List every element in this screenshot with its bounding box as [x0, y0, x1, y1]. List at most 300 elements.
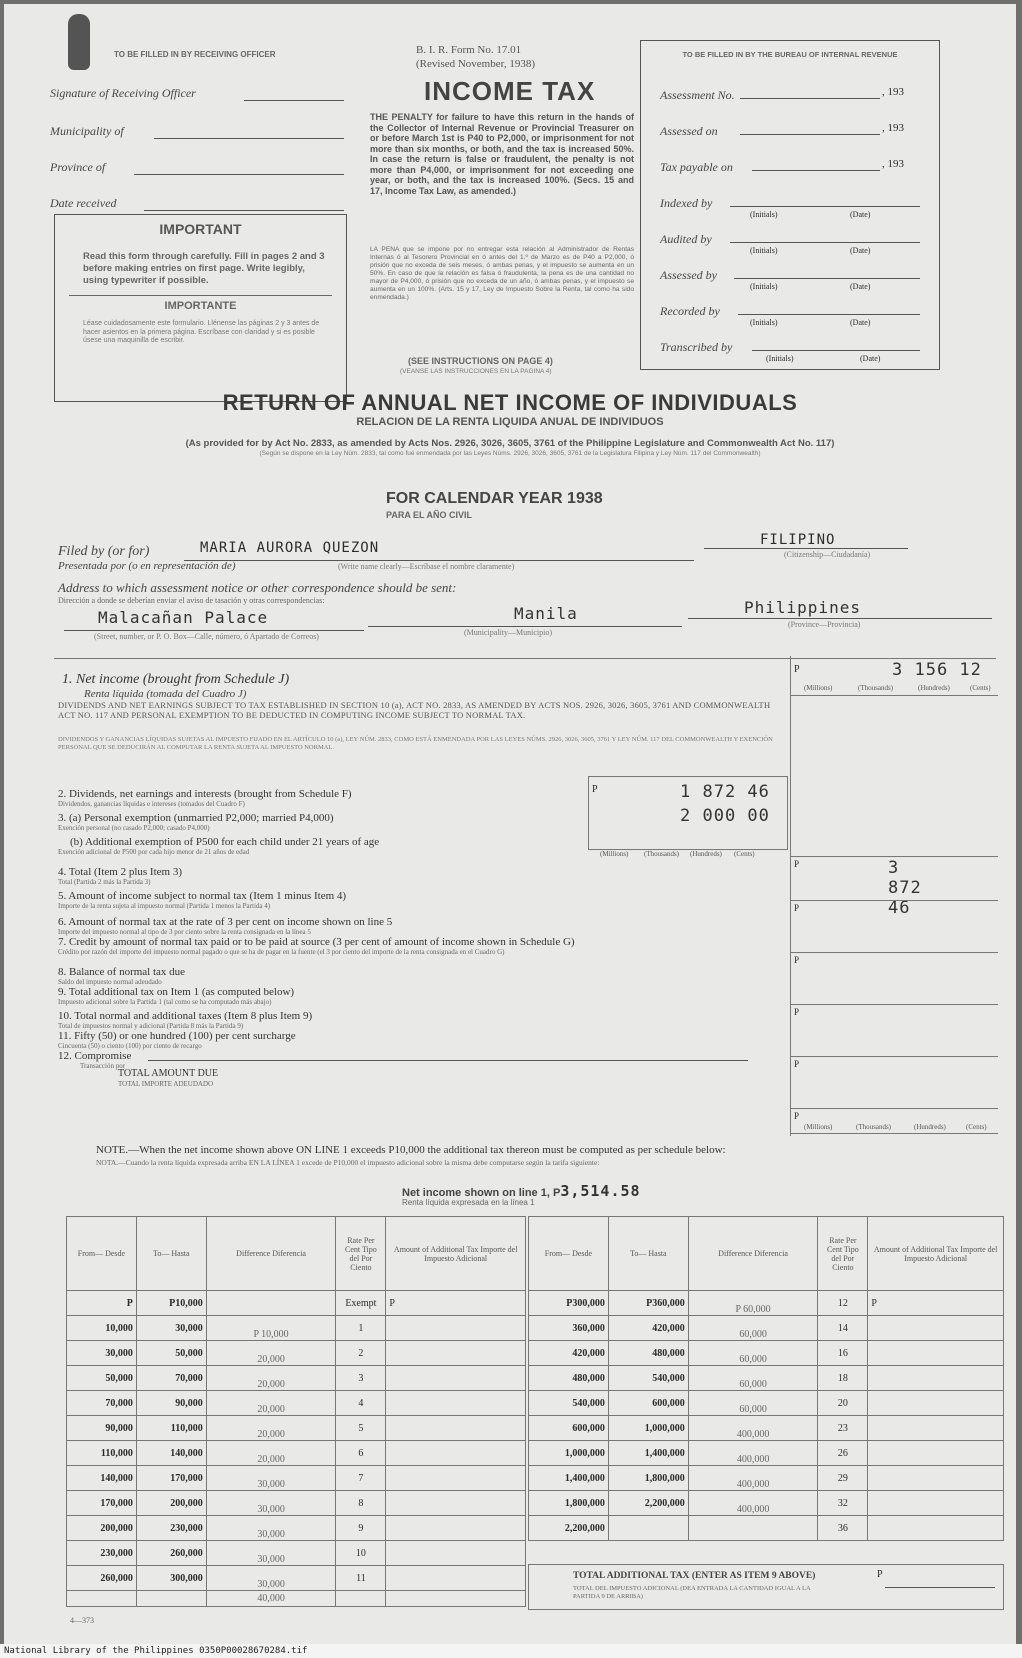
item-6: [58, 916, 788, 936]
filer-name-hint: (Write name clearly—Escríbase el nombre claramente): [338, 562, 515, 571]
left-rate-percent: 11: [336, 1566, 386, 1591]
line1-millions: (Millions): [804, 684, 833, 692]
municipality-value[interactable]: Manila: [514, 604, 578, 623]
rate-empty-cell: [136, 1591, 206, 1607]
right-rate-from: 1,400,000: [529, 1466, 609, 1491]
item-9: [58, 986, 788, 1010]
left-rate-diff: 30,000: [206, 1491, 336, 1516]
audited-by-label: Audited by: [660, 232, 712, 246]
item-8: [58, 966, 788, 986]
form-revised: (Revised November, 1938): [416, 58, 536, 70]
street-hint: (Street, number, or P. O. Box—Calle, número, ó Apartado de Correos): [94, 632, 319, 641]
item-6-label: 6. Amount of normal tax at the rate of 3 per cent on income shown on line 5: [58, 916, 393, 928]
item-4-label: 4. Total (Item 2 plus Item 3): [58, 866, 182, 878]
assessment-no-year: , 193: [882, 86, 904, 98]
address-label-es: Dirección a donde se deberían enviar el aviso de tasación y otras correspondencias:: [58, 596, 325, 605]
province-value[interactable]: Philippines: [744, 598, 861, 617]
item-3b: [58, 836, 788, 866]
importante-title: IMPORTANTE: [164, 300, 237, 312]
rate-table-right: [528, 1216, 1004, 1541]
note-text: NOTE.—When the net income shown above ON LINE 1 exceeds P10,000 the additional tax thereon must be computed as per schedule below:: [96, 1144, 726, 1156]
left-rate-percent: 3: [336, 1366, 386, 1391]
rate-row: [529, 1466, 1004, 1491]
rate-row: [67, 1516, 526, 1541]
filer-name-value[interactable]: MARIA AURORA QUEZON: [200, 540, 380, 556]
right-rate-amount[interactable]: [868, 1366, 1004, 1391]
left-rate-to: P10,000: [136, 1291, 206, 1316]
right-rate-diff: 400,000: [688, 1441, 818, 1466]
right-rate-amount[interactable]: P: [868, 1291, 1004, 1316]
provided-text-es: (Según se dispone en la Ley Núm. 2833, tal como fué enmendada por las Leyes Núms. 2926, 3026, 3605, 3761 de la Legislatura Filipina y Ley Núm. 117 del Commonwealth): [259, 450, 761, 457]
left-rate-to: 110,000: [136, 1416, 206, 1441]
right-rate-diff: P 60,000: [688, 1291, 818, 1316]
rate-empty-cell: [67, 1591, 137, 1607]
total-due: [58, 1068, 788, 1088]
rate-left-to-header: To— Hasta: [136, 1217, 206, 1291]
item-10: [58, 1010, 788, 1030]
left-rate-from: 230,000: [67, 1541, 137, 1566]
tax-payable-year: , 193: [882, 158, 904, 170]
left-rate-amount[interactable]: P: [386, 1291, 526, 1316]
right-rate-percent: 16: [818, 1341, 868, 1366]
left-rate-to: 200,000: [136, 1491, 206, 1516]
item-10-sub: Total de impuestos normal y adicional (Partida 8 más la Partida 9): [58, 1022, 244, 1030]
rate-table-right-body: [529, 1291, 1004, 1541]
right-rate-from: 1,800,000: [529, 1491, 609, 1516]
provided-text: (As provided for by Act No. 2833, as amended by Acts Nos. 2926, 3026, 3605, 3761 of the Philippine Legislature and Commonwealth Act No. 117): [185, 438, 835, 449]
left-rate-percent: 7: [336, 1466, 386, 1491]
indexed-by-line[interactable]: [730, 206, 920, 207]
assessed-on-year: , 193: [882, 122, 904, 134]
net-income-line-es: Renta líquida expresada en la línea 1: [402, 1198, 535, 1207]
thumb-smudge: [68, 14, 90, 70]
inner-hundreds: (Hundreds): [690, 850, 722, 858]
important-title: IMPORTANT: [159, 221, 242, 237]
right-rate-diff: [688, 1516, 818, 1541]
left-rate-from: 10,000: [67, 1316, 137, 1341]
total-additional-box: TOTAL ADDITIONAL TAX (ENTER AS ITEM 9 ABOVE) TOTAL DEL IMPUESTO ADICIONAL (DEA ENTRADA LA CANTIDAD IGUAL A LA PARTIDA 9 DE ARRIBA) P: [528, 1564, 1004, 1610]
left-rate-diff: [206, 1291, 336, 1316]
right-rate-from: 480,000: [529, 1366, 609, 1391]
inner-millions: (Millions): [600, 850, 629, 858]
audited-date: (Date): [850, 246, 871, 255]
income-tax-title: INCOME TAX: [424, 76, 596, 106]
citizenship-value[interactable]: FILIPINO: [760, 532, 836, 548]
item-5-label: 5. Amount of income subject to normal tax (Item 1 minus Item 4): [58, 890, 347, 902]
form-number: B. I. R. Form No. 17.01: [416, 44, 522, 56]
amount-rows: P P P P P P (Millions) (Thousands) (Hundreds) (Cents): [790, 856, 998, 1134]
right-rate-diff: 60,000: [688, 1316, 818, 1341]
left-rate-percent: Exempt: [336, 1291, 386, 1316]
rate-row: [529, 1416, 1004, 1441]
left-rate-from: 170,000: [67, 1491, 137, 1516]
item-9-label: 9. Total additional tax on Item 1 (as computed below): [58, 986, 295, 998]
indexed-initials: (Initials): [750, 210, 778, 219]
rate-row: [67, 1541, 526, 1566]
rate-table-left-body: [67, 1291, 526, 1607]
left-rate-amount[interactable]: [386, 1541, 526, 1566]
rate-right-rate-header: Rate Per Cent Tipo del Por Ciento: [818, 1217, 868, 1291]
line1-label-es: Renta líquida (tomada del Cuadro J): [84, 688, 247, 700]
indexed-by-label: Indexed by: [660, 196, 713, 210]
left-rate-diff: 30,000: [206, 1466, 336, 1491]
rate-row: [67, 1416, 526, 1441]
total-additional-line[interactable]: [885, 1587, 995, 1588]
recorded-initials: (Initials): [750, 318, 778, 327]
left-rate-from: 30,000: [67, 1341, 137, 1366]
tax-payable-line[interactable]: [752, 170, 880, 171]
rate-row: [67, 1491, 526, 1516]
rate-empty-cell: [336, 1591, 386, 1607]
right-rate-percent: 32: [818, 1491, 868, 1516]
left-rate-from: 200,000: [67, 1516, 137, 1541]
right-rate-to: P360,000: [608, 1291, 688, 1316]
item-6-sub: Importe del impuesto normal al tipo de 3 por ciento sobre la renta consignada en la línea 5: [58, 928, 311, 936]
recorded-date: (Date): [850, 318, 871, 327]
municipality-field: Municipality of: [50, 124, 124, 138]
left-rate-from: 110,000: [67, 1441, 137, 1466]
net-income-line-text: Net income shown on line 1, P: [402, 1187, 561, 1199]
total-additional-label: TOTAL ADDITIONAL TAX (ENTER AS ITEM 9 ABOVE): [573, 1571, 816, 1581]
right-rate-amount[interactable]: [868, 1391, 1004, 1416]
note-text-es: NOTA.—Cuando la renta líquida expresada arriba EN LA LÍNEA 1 excede de P10,000 el impuesto adicional sobre la misma debe computarse según la tarifa siguiente:: [96, 1158, 600, 1167]
rate-right-to-header: To— Hasta: [608, 1217, 688, 1291]
total-due-label: TOTAL AMOUNT DUE: [118, 1068, 219, 1079]
left-rate-amount[interactable]: [386, 1391, 526, 1416]
left-rate-to: 140,000: [136, 1441, 206, 1466]
transcribed-by-label: Transcribed by: [660, 340, 733, 354]
right-rate-amount[interactable]: [868, 1491, 1004, 1516]
item-3b-label: (b) Additional exemption of P500 for each child under 21 years of age: [70, 836, 380, 848]
right-rate-percent: 14: [818, 1316, 868, 1341]
transcribed-by-line[interactable]: [752, 350, 920, 351]
province-hint: (Province—Provincia): [788, 620, 861, 629]
total-thousands: (Thousands): [856, 1123, 891, 1131]
receiving-office-header: TO BE FILLED IN BY RECEIVING OFFICER: [114, 50, 276, 59]
left-rate-from: 50,000: [67, 1366, 137, 1391]
left-rate-amount[interactable]: [386, 1516, 526, 1541]
rate-row: [67, 1291, 526, 1316]
rate-row: [67, 1316, 526, 1341]
right-rate-from: 540,000: [529, 1391, 609, 1416]
item-8-label: 8. Balance of normal tax due: [58, 966, 186, 978]
rate-left-amount-header: Amount of Additional Tax Importe del Impuesto Adicional: [386, 1217, 526, 1291]
item-12-label: 12. Compromise: [58, 1050, 132, 1062]
audited-by-line[interactable]: [730, 242, 920, 243]
left-rate-from: 70,000: [67, 1391, 137, 1416]
inner-cents: (Cents): [734, 850, 755, 858]
filed-by-label-es: Presentada por (o en representación de): [58, 560, 236, 572]
left-rate-to: 50,000: [136, 1341, 206, 1366]
left-rate-to: 300,000: [136, 1566, 206, 1591]
left-rate-amount[interactable]: [386, 1366, 526, 1391]
left-rate-amount[interactable]: [386, 1416, 526, 1441]
left-rate-percent: 4: [336, 1391, 386, 1416]
item-2: [58, 782, 788, 812]
rate-row-final-diff: [67, 1591, 526, 1607]
item-10-label: 10. Total normal and additional taxes (Item 8 plus Item 9): [58, 1010, 313, 1022]
item-2-value[interactable]: 1 872 46: [680, 782, 770, 802]
return-title: RETURN OF ANNUAL NET INCOME OF INDIVIDUALS: [222, 390, 798, 415]
right-rate-amount[interactable]: [868, 1316, 1004, 1341]
right-rate-amount[interactable]: [868, 1441, 1004, 1466]
archive-footer: National Library of the Philippines 0350P00028670284.tif: [0, 1644, 1022, 1658]
right-rate-from: P300,000: [529, 1291, 609, 1316]
assessed-on-label: Assessed on: [660, 124, 718, 138]
left-rate-from: 90,000: [67, 1416, 137, 1441]
item-3a-label: 3. (a) Personal exemption (unmarried P2,000; married P4,000): [58, 812, 334, 824]
net-income-value[interactable]: 3,514.58: [560, 1182, 641, 1200]
assessed-on-line[interactable]: [740, 134, 880, 135]
recorded-by-line[interactable]: [738, 314, 920, 315]
left-rate-diff: 20,000: [206, 1416, 336, 1441]
importante-text: Léase cuidadosamente este formulario. Llénense las páginas 2 y 3 antes de hacer asientos en la primera página. Escríbase con claridad y si es posible úsese una maquinilla de escribir.: [83, 320, 320, 344]
recorded-by-label: Recorded by: [660, 304, 720, 318]
rate-row: [529, 1341, 1004, 1366]
line1-cents: (Cents): [970, 684, 991, 692]
right-rate-percent: 36: [818, 1516, 868, 1541]
important-text: Read this form through carefully. Fill in pages 2 and 3 before making entries on first page. Write legibly, using typewriter if possible.: [83, 251, 325, 286]
right-rate-percent: 18: [818, 1366, 868, 1391]
filer-name-line: [184, 560, 694, 561]
rate-empty-cell: [386, 1591, 526, 1607]
line1-hundreds: (Hundreds): [918, 684, 950, 692]
rate-right-amount-header: Amount of Additional Tax Importe del Impuesto Adicional: [868, 1217, 1004, 1291]
street-line: [64, 630, 364, 631]
assessed-initials: (Initials): [750, 282, 778, 291]
municipality-line[interactable]: [154, 138, 344, 139]
citizenship-hint: (Citizenship—Ciudadanía): [784, 550, 871, 559]
right-rate-diff: 60,000: [688, 1366, 818, 1391]
compromise-line[interactable]: [148, 1060, 748, 1061]
municipality-addr-line: [368, 626, 682, 627]
rate-row: [529, 1316, 1004, 1341]
right-rate-from: 360,000: [529, 1316, 609, 1341]
rate-right-diff-header: Difference Diferencia: [688, 1217, 818, 1291]
province-addr-line: [688, 618, 992, 619]
page-marker: 4—373: [70, 1616, 94, 1625]
assessed-by-label: Assessed by: [660, 268, 717, 282]
line1-peso-sign: P: [794, 664, 800, 675]
right-rate-from: 600,000: [529, 1416, 609, 1441]
left-rate-to: 90,000: [136, 1391, 206, 1416]
total-hundreds: (Hundreds): [914, 1123, 946, 1131]
date-received-field: Date received: [50, 196, 117, 210]
left-rate-diff: 30,000: [206, 1516, 336, 1541]
total-cents: (Cents): [966, 1123, 987, 1131]
inner-thousands: (Thousands): [644, 850, 679, 858]
right-rate-percent: 26: [818, 1441, 868, 1466]
right-rate-from: 1,000,000: [529, 1441, 609, 1466]
province-line[interactable]: [134, 174, 344, 175]
line1-thousands: (Thousands): [858, 684, 893, 692]
left-rate-from: 140,000: [67, 1466, 137, 1491]
filed-by-label: Filed by (or for): [58, 544, 150, 559]
rate-row: [67, 1466, 526, 1491]
see-instructions: (SEE INSTRUCTIONS ON PAGE 4): [408, 356, 553, 366]
right-rate-diff: 400,000: [688, 1491, 818, 1516]
left-rate-amount[interactable]: [386, 1316, 526, 1341]
right-rate-to: 2,200,000: [608, 1491, 688, 1516]
total-millions: (Millions): [804, 1123, 833, 1131]
item-9-sub: Impuesto adicional sobre la Partida 1 (tal como se ha computado más abajo): [58, 998, 272, 1006]
rate-row: [67, 1391, 526, 1416]
assessment-no-line[interactable]: [740, 98, 880, 99]
citizenship-line: [704, 548, 908, 549]
rate-row: [67, 1341, 526, 1366]
item-2-sub: Dividendos, ganancias líquidas e intereses (tomados del Cuadro F): [58, 800, 245, 808]
left-rate-to: 230,000: [136, 1516, 206, 1541]
important-box: [54, 214, 347, 402]
bureau-header: TO BE FILLED IN BY THE BUREAU OF INTERNAL REVENUE: [682, 50, 898, 59]
receiving-officer-line[interactable]: [244, 100, 344, 101]
rate-row: [529, 1441, 1004, 1466]
line1-label: 1. Net income (brought from Schedule J): [62, 672, 290, 687]
rate-row: [529, 1366, 1004, 1391]
rate-table-left: [66, 1216, 526, 1607]
penalty-text-en: THE PENALTY for failure to have this return in the hands of the Collector of Internal Revenue or Provincial Treasurer on or before March 1st is P40 to P2,000, or imprisonment for not more than six months, or both, and the tax is increased 50%. In case the return is false or fraudulent, the penalty is not more than P4,000, or imprisonment for not exceeding one year, or both, and the tax is increased 100%. (Secs. 15 and 17, Income Tax Law, as amended.): [370, 112, 634, 196]
total-additional-label-es: TOTAL DEL IMPUESTO ADICIONAL (DEA ENTRADA LA CANTIDAD IGUAL A LA PARTIDA 9 DE ARRIBA): [573, 1585, 811, 1600]
left-rate-diff: 20,000: [206, 1391, 336, 1416]
left-rate-final-diff: 40,000: [206, 1591, 336, 1607]
address-label: Address to which assessment notice or other correspondence should be sent:: [58, 580, 457, 595]
inner-peso-sign: P: [592, 784, 598, 795]
item-12: [58, 1050, 788, 1068]
right-rate-from: 2,200,000: [529, 1516, 609, 1541]
bureau-fields: [660, 86, 920, 374]
right-rate-from: 420,000: [529, 1341, 609, 1366]
assessed-date: (Date): [850, 282, 871, 291]
rate-row: [529, 1516, 1004, 1541]
rate-right-from-header: From— Desde: [529, 1217, 609, 1291]
rate-row: [67, 1566, 526, 1591]
left-rate-to: 170,000: [136, 1466, 206, 1491]
right-rate-percent: 20: [818, 1391, 868, 1416]
item-3a-value[interactable]: 2 000 00: [680, 806, 770, 826]
right-rate-diff: 60,000: [688, 1341, 818, 1366]
left-rate-amount[interactable]: [386, 1491, 526, 1516]
province-field: Province of: [50, 160, 106, 174]
left-rate-amount[interactable]: [386, 1466, 526, 1491]
rate-row: [529, 1291, 1004, 1316]
left-rate-diff: 30,000: [206, 1541, 336, 1566]
item-12-sub: Transacción por: [80, 1062, 126, 1070]
item-3a: [58, 806, 788, 836]
left-rate-percent: 5: [336, 1416, 386, 1441]
right-rate-percent: 12: [818, 1291, 868, 1316]
right-rate-amount[interactable]: [868, 1466, 1004, 1491]
form-page: [4, 4, 1016, 1644]
right-rate-to: 480,000: [608, 1341, 688, 1366]
item-3b-sub: Exención adicional de P500 por cada hijo menor de 21 años de edad: [58, 848, 250, 856]
assessed-by-line[interactable]: [734, 278, 920, 279]
right-rate-to: [608, 1516, 688, 1541]
left-rate-amount[interactable]: [386, 1566, 526, 1591]
left-rate-from: 260,000: [67, 1566, 137, 1591]
dividends-note: DIVIDENDS AND NET EARNINGS SUBJECT TO TAX ESTABLISHED IN SECTION 10 (a), ACT NO. 2833, AS AMENDED BY ACTS NOS. 2926, 3026, 3605, 3761 AND COMMONWEALTH ACT NO. 117 AND PERSONAL EXEMPTION TO BE DEDUCTED IN COMPUTING INCOME SUBJECT TO NORMAL TAX.: [58, 700, 771, 720]
right-rate-amount[interactable]: [868, 1416, 1004, 1441]
total-due-label-es: TOTAL IMPORTE ADEUDADO: [118, 1080, 214, 1088]
right-rate-diff: 60,000: [688, 1391, 818, 1416]
left-rate-diff: 20,000: [206, 1441, 336, 1466]
left-rate-percent: 8: [336, 1491, 386, 1516]
item-7-label: 7. Credit by amount of normal tax paid or to be paid at source (3 per cent of amount of income shown in Schedule G): [58, 936, 575, 948]
item-5-sub: Importe de la renta sujeta al impuesto normal (Partida 1 menos la Partida 4): [58, 902, 271, 910]
left-rate-diff: 30,000: [206, 1566, 336, 1591]
left-rate-from: P: [67, 1291, 137, 1316]
line1-value[interactable]: 3 156 12: [892, 660, 982, 680]
rate-row: [67, 1441, 526, 1466]
right-rate-diff: 400,000: [688, 1466, 818, 1491]
right-rate-diff: 400,000: [688, 1416, 818, 1441]
street-value[interactable]: Malacañan Palace: [98, 608, 269, 627]
left-rate-diff: P 10,000: [206, 1316, 336, 1341]
item-4-value[interactable]: 3 872 46: [888, 858, 922, 918]
receiving-officer-field: Signature of Receiving Officer: [50, 86, 196, 100]
left-rate-percent: 9: [336, 1516, 386, 1541]
left-rate-diff: 20,000: [206, 1341, 336, 1366]
rate-left-rate-header: Rate Per Cent Tipo del Por Ciento: [336, 1217, 386, 1291]
rate-row: [529, 1491, 1004, 1516]
rate-left-diff-header: Difference Diferencia: [206, 1217, 336, 1291]
rate-row: [67, 1366, 526, 1391]
right-rate-to: 1,000,000: [608, 1416, 688, 1441]
right-rate-to: 420,000: [608, 1316, 688, 1341]
right-rate-amount[interactable]: [868, 1341, 1004, 1366]
item-11-sub: Cincuenta (50) o ciento (100) por ciento de recargo: [58, 1042, 202, 1050]
calendar-year: FOR CALENDAR YEAR 1938: [386, 490, 603, 507]
left-rate-to: 260,000: [136, 1541, 206, 1566]
date-received-line[interactable]: [144, 210, 344, 211]
right-rate-amount[interactable]: [868, 1516, 1004, 1541]
item-7: [58, 936, 788, 966]
right-rate-to: 540,000: [608, 1366, 688, 1391]
right-rate-to: 1,400,000: [608, 1441, 688, 1466]
right-rate-to: 600,000: [608, 1391, 688, 1416]
item-2-label: 2. Dividends, net earnings and interests (brought from Schedule F): [58, 788, 352, 800]
item-11: [58, 1030, 788, 1050]
transcribed-date: (Date): [860, 354, 881, 363]
rate-row: [529, 1391, 1004, 1416]
left-rate-amount[interactable]: [386, 1441, 526, 1466]
item-3a-sub: Exención personal (no casado P2,000; casado P4,000): [58, 824, 210, 832]
audited-initials: (Initials): [750, 246, 778, 255]
dividends-note-es: DIVIDENDOS Y GANANCIAS LÍQUIDAS SUJETAS AL IMPUESTO FIJADO EN EL ARTÍCULO 10 (a), LEY NÚM. 2833, COMO ESTÁ ENMENDADA POR LAS LEYES NÚMS. 2926, 3026, 3605, 3761 Y LEY NÚM. 117 DEL COMMONWEALTH Y EXENCIÓN PERSONAL QUE SE DEDUCIRÁN AL COMPUTAR LA RENTA SUJETA AL IMPUESTO NORMAL.: [58, 736, 773, 751]
item-7-sub: Crédito por razón del importe del impuesto normal pagado o que se ha de pagar en la fuente (el 3 por ciento del importe de la renta consignada en el Cuadro G): [58, 948, 505, 956]
penalty-text-es: LA PENA que se impone por no entregar esta relación al Administrador de Rentas Internas ó al Tesorero Provincial en ó antes del 1.º de Marzo es de P40 a P2,000, ó prisión que no exceda de seis meses, ó ambas penas, y el impuesto se aumenta en un 50%. En caso de que la relación es falsa ó fraudulenta, la pena es de una cantidad no mayor de P4,000, ó prisión que no exceda de un año, ó ambas penas, y el impuesto se aumenta en un 100%. (Arts. 15 y 17, Ley de Impuesto Sobre la Renta, tal como ha sido enmendada.): [370, 246, 634, 301]
assessment-no-label: Assessment No.: [660, 88, 735, 102]
left-rate-to: 70,000: [136, 1366, 206, 1391]
item-11-label: 11. Fifty (50) or one hundred (100) per cent surcharge: [58, 1030, 296, 1042]
item-5: [58, 890, 788, 916]
tax-payable-label: Tax payable on: [660, 160, 733, 174]
right-rate-percent: 23: [818, 1416, 868, 1441]
left-rate-to: 30,000: [136, 1316, 206, 1341]
left-rate-percent: 6: [336, 1441, 386, 1466]
item-4-sub: Total (Partida 2 más la Partida 3): [58, 878, 151, 886]
left-rate-diff: 20,000: [206, 1366, 336, 1391]
right-rate-to: 1,800,000: [608, 1466, 688, 1491]
transcribed-initials: (Initials): [766, 354, 794, 363]
left-rate-amount[interactable]: [386, 1341, 526, 1366]
indexed-date: (Date): [850, 210, 871, 219]
municipality-hint: (Municipality—Municipio): [464, 628, 552, 637]
return-title-es: RELACION DE LA RENTA LIQUIDA ANUAL DE INDIVIDUOS: [356, 416, 664, 428]
left-rate-percent: 10: [336, 1541, 386, 1566]
right-rate-percent: 29: [818, 1466, 868, 1491]
see-instructions-es: (VEANSE LAS INSTRUCCIONES EN LA PAGINA 4): [400, 368, 552, 375]
calendar-year-es: PARA EL AÑO CIVIL: [386, 510, 473, 520]
